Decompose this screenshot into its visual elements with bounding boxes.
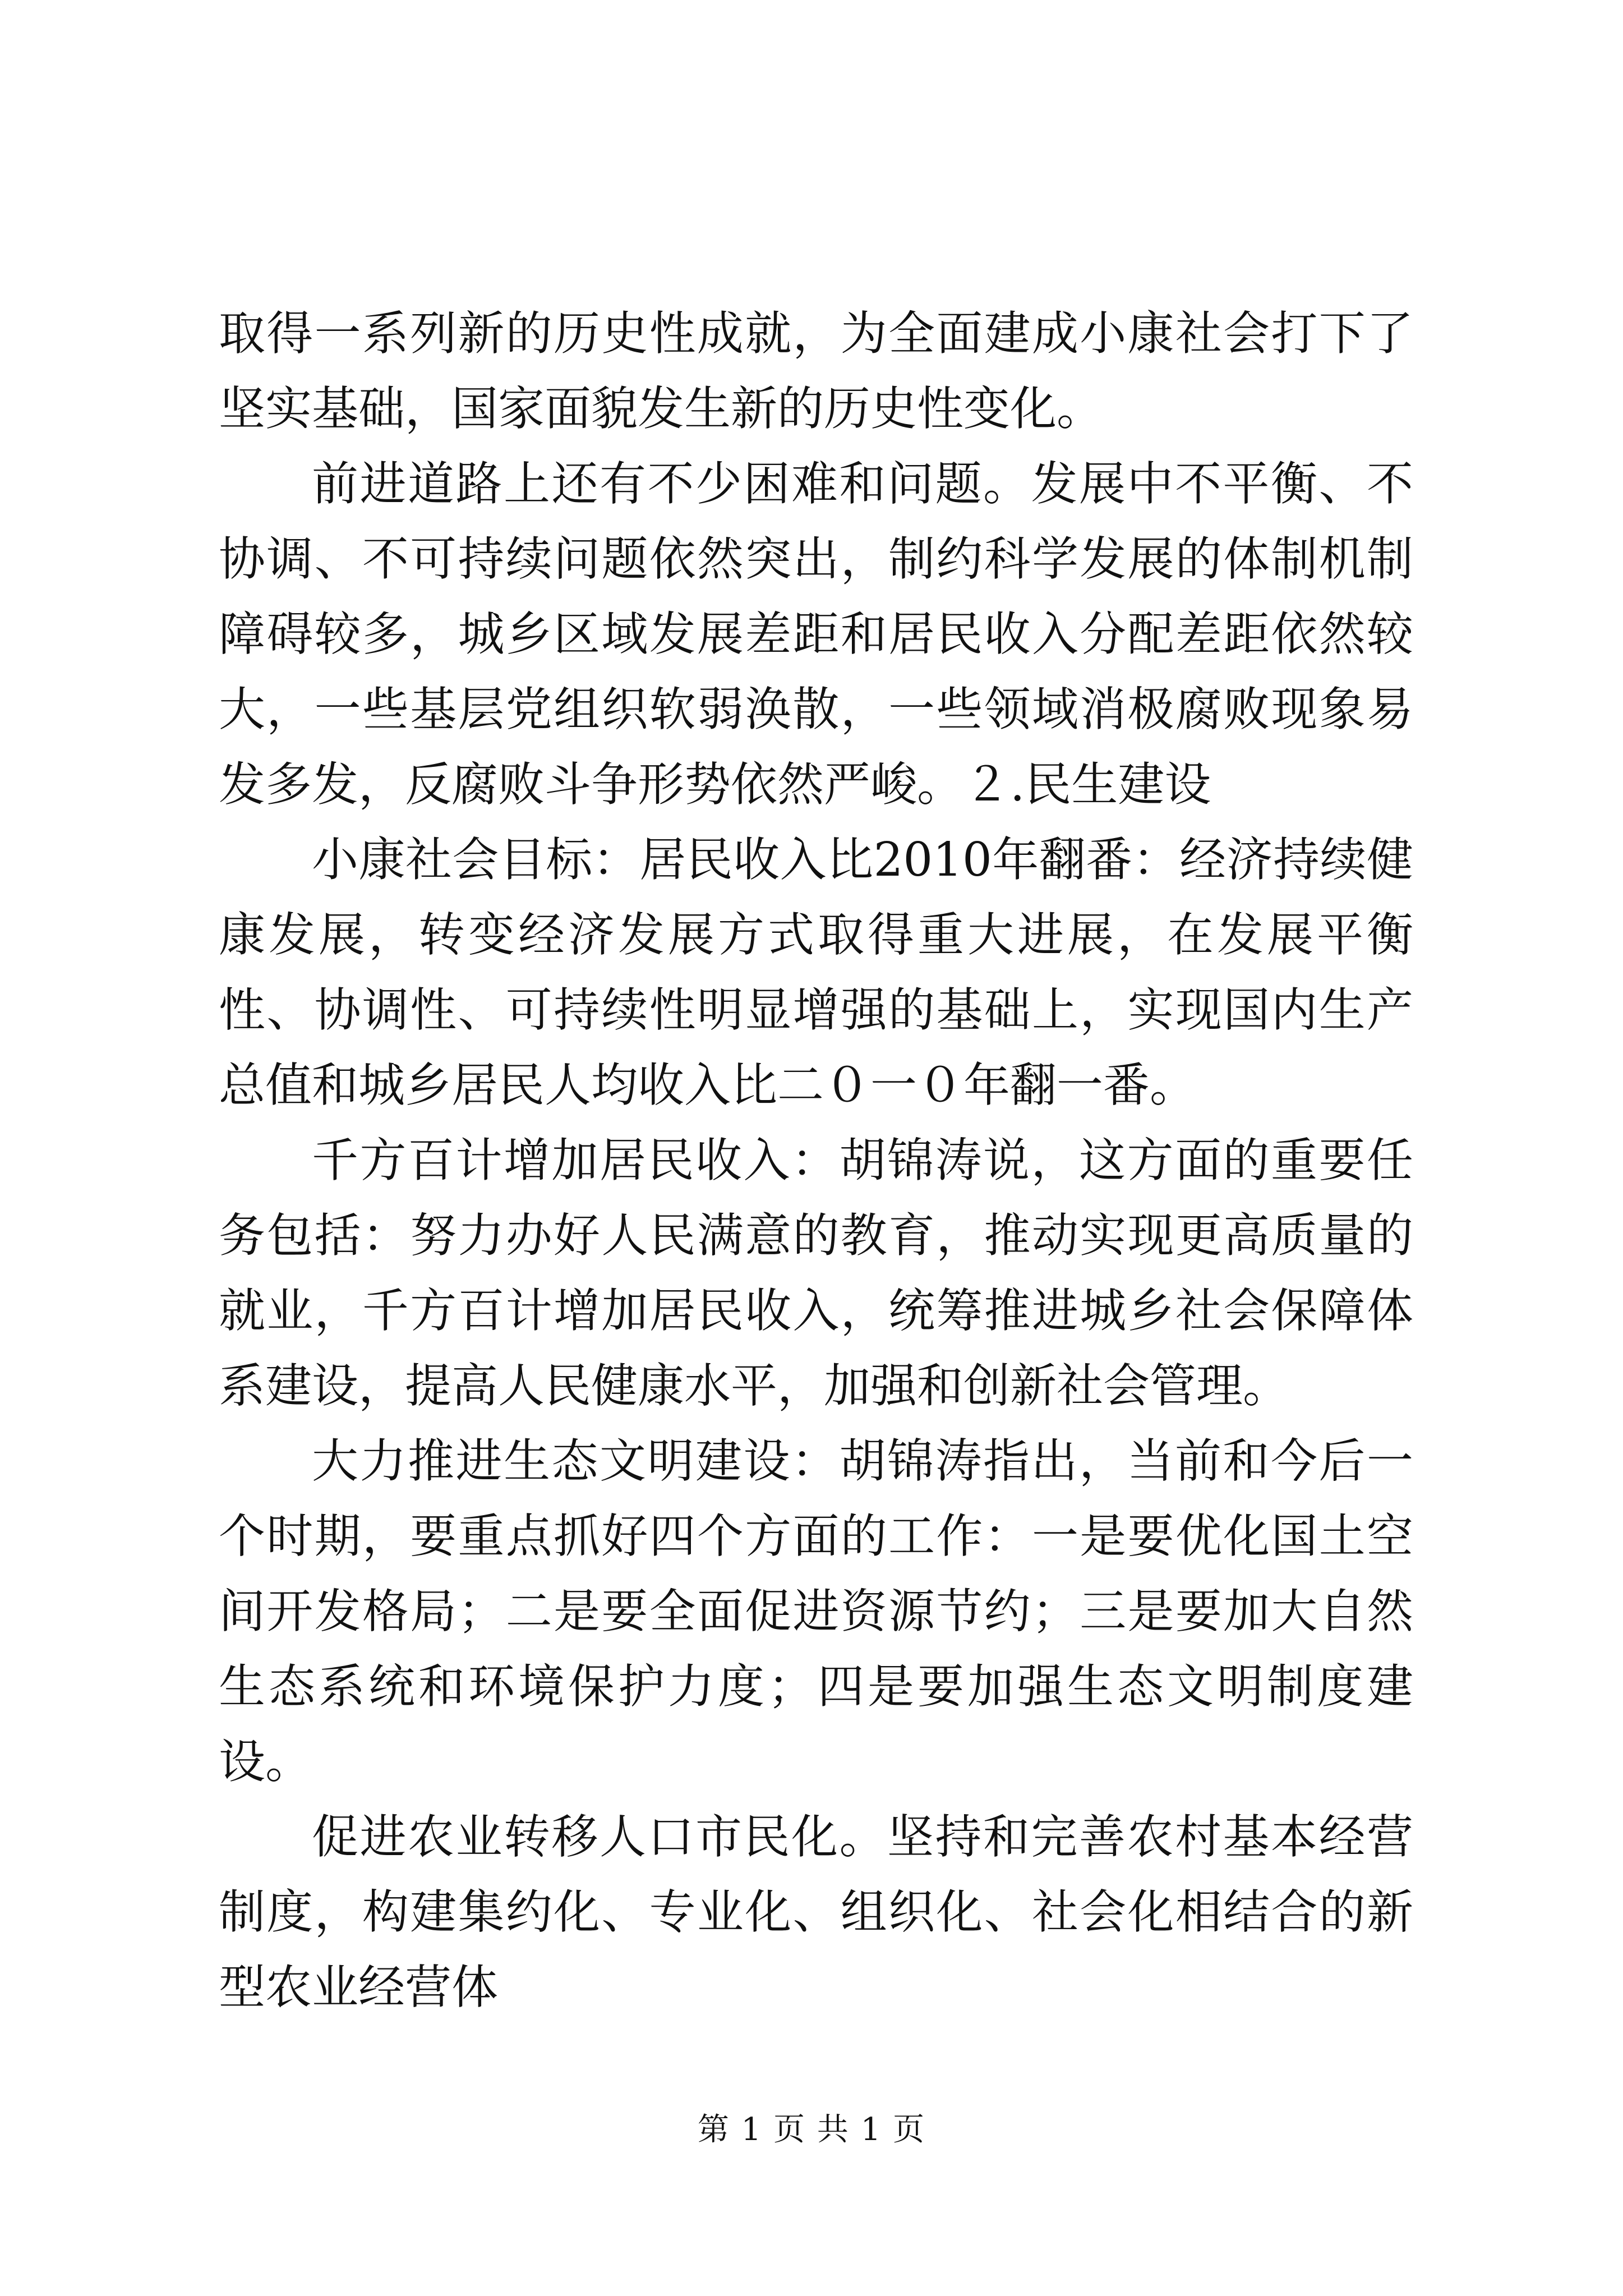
paragraph-5: 大力推进生态文明建设：胡锦涛指出，当前和今后一个时期，要重点抓好四个方面的工作：一是要优化国土空间开发格局；二是要全面促进资源节约；三是要加大自然生态系统和环境保护力度；四是要加强生态文明制度建设。 (219, 1434, 1413, 1789)
page-number-footer: 第 1 页 共 1 页 (697, 2111, 926, 2148)
paragraph-6: 促进农业转移人口市民化。坚持和完善农村基本经营制度，构建集约化、专业化、组织化、社会化相结合的新型农业经营体 (219, 1810, 1413, 2014)
paragraph-4: 千方百计增加居民收入：胡锦涛说，这方面的重要任务包括：努力办好人民满意的教育，推动实现更高质量的就业，千方百计增加居民收入，统筹推进城乡社会保障体系建设，提高人民健康水平，加强和创新社会管理。 (219, 1133, 1413, 1413)
body-text (219, 296, 1413, 2025)
paragraph-3: 小康社会目标：居民收入比2010年翻番：经济持续健康发展，转变经济发展方式取得重大进展，在发展平衡性、协调性、可持续性明显增强的基础上，实现国内生产总值和城乡居民人均收入比二０一０年翻一番。 (219, 832, 1413, 1112)
paragraph-2: 前进道路上还有不少困难和问题。发展中不平衡、不协调、不可持续问题依然突出，制约科学发展的体制机制障碍较多，城乡区域发展差距和居民收入分配差距依然较大，一些基层党组织软弱涣散，一些领域消极腐败现象易发多发，反腐败斗争形势依然严峻。２.民生建设 (219, 457, 1413, 812)
paragraph-1: 取得一系列新的历史性成就，为全面建成小康社会打下了坚实基础，国家面貌发生新的历史性变化。 (219, 306, 1413, 436)
